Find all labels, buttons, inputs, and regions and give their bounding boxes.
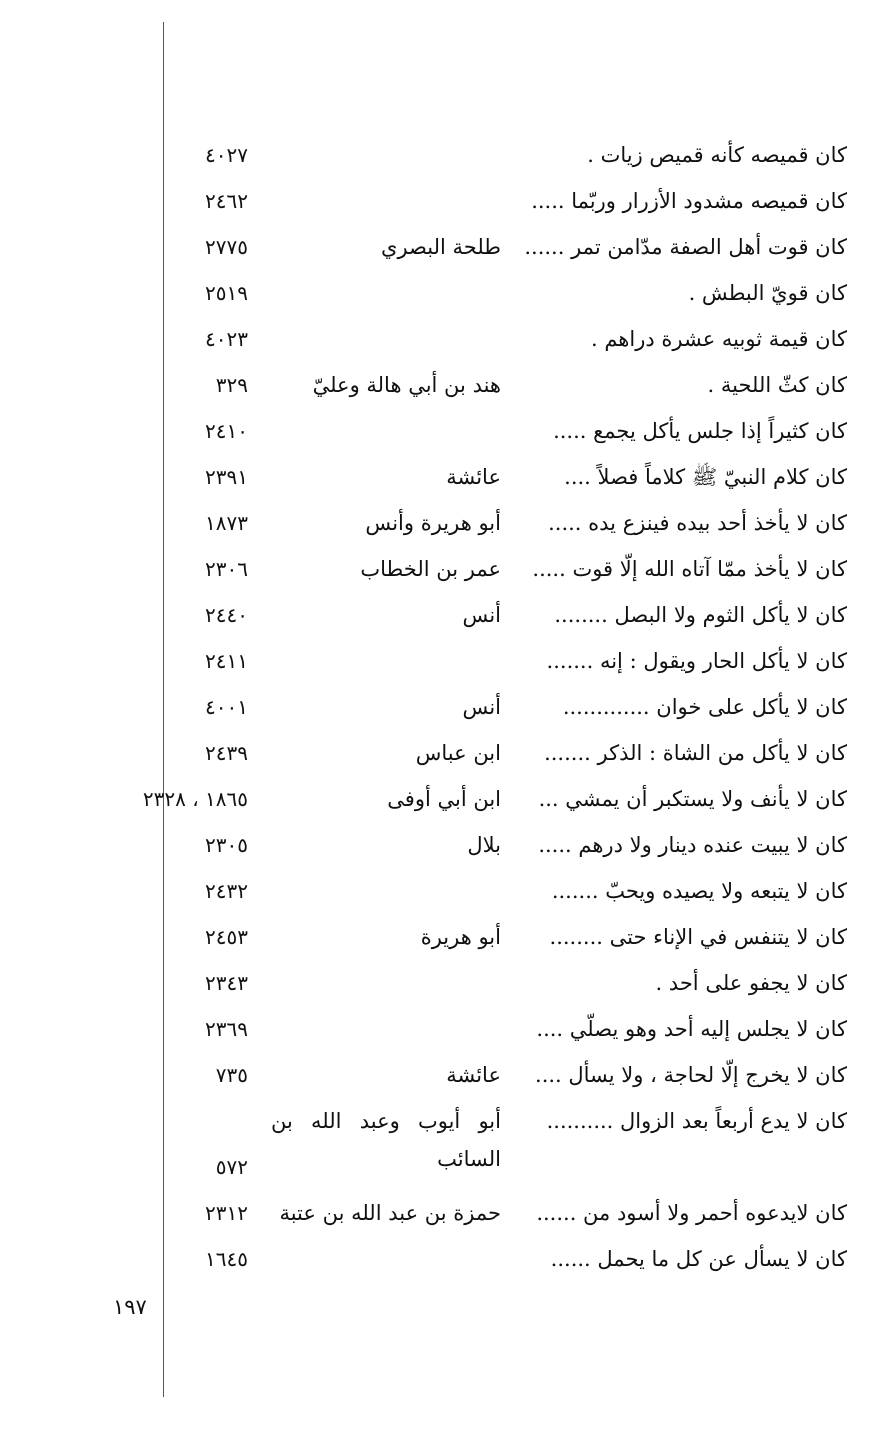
- hadith-text: كان لا يأكل الثوم ولا البصل ........: [554, 603, 847, 627]
- hadith-number: ٢٤٣٩: [205, 741, 248, 765]
- hadith-number: ٢٣١٢: [205, 1201, 248, 1225]
- hadith-text: كان لا يجلس إليه أحد وهو يصلّي ....: [536, 1017, 847, 1041]
- hadith-text: كان لا يجفو على أحد .: [655, 971, 847, 995]
- hadith-text: كان قميصه مشدود الأزرار وربّما .....: [531, 189, 847, 213]
- hadith-text: كان قوت أهل الصفة مدّامن تمر ......: [524, 235, 847, 259]
- hadith-number: ٤٠٢٧: [205, 143, 248, 167]
- list-item: [0, 914, 891, 960]
- list-item: [0, 1098, 891, 1190]
- narrator: أبو أيوب وعبد الله بن السائب: [271, 1109, 501, 1171]
- page-number: ١٩٧: [113, 1295, 147, 1319]
- hadith-number: ٢٤١٠: [205, 419, 248, 443]
- hadith-number: ٢٤٣٢: [205, 879, 248, 903]
- hadith-number: ١٨٦٥ ، ٢٣٢٨: [142, 787, 248, 811]
- list-item: [0, 776, 891, 822]
- hadith-number: ١٨٧٣: [205, 511, 248, 535]
- hadith-text: كان لا يدع أربعاً بعد الزوال ..........: [546, 1109, 847, 1133]
- hadith-number: ٤٠٢٣: [205, 327, 248, 351]
- list-item: [0, 408, 891, 454]
- hadith-text: كان لا يخرج إلّا لحاجة ، ولا يسأل ....: [535, 1063, 847, 1087]
- hadith-text: كان لا يسأل عن كل ما يحمل ......: [550, 1247, 847, 1271]
- list-item: [0, 270, 891, 316]
- hadith-number: ٢٣٠٥: [205, 833, 248, 857]
- hadith-text: كان لا يبيت عنده دينار ولا درهم .....: [538, 833, 847, 857]
- list-item: [0, 500, 891, 546]
- narrator: أبو هريرة: [420, 925, 501, 949]
- list-item: [0, 960, 891, 1006]
- narrator: عائشة: [446, 465, 501, 489]
- list-item: [0, 132, 891, 178]
- hadith-number: ٢٣٦٩: [205, 1017, 248, 1041]
- list-item: [0, 1236, 891, 1282]
- hadith-text: كان كثّ اللحية .: [707, 373, 847, 397]
- narrator: ابن أبي أوفى: [387, 787, 501, 811]
- hadith-number: ٢٣٤٣: [205, 971, 248, 995]
- list-item: [0, 638, 891, 684]
- hadith-index-list: [0, 132, 891, 1282]
- hadith-number: ٤٠٠١: [205, 695, 248, 719]
- list-item: [0, 684, 891, 730]
- hadith-text: كان لا يتبعه ولا يصيده ويحبّ .......: [551, 879, 847, 903]
- hadith-text: كان لا يأكل الحار ويقول : إنه .......: [546, 649, 847, 673]
- list-item: [0, 730, 891, 776]
- list-item: [0, 454, 891, 500]
- hadith-number: ١٦٤٥: [205, 1247, 248, 1271]
- hadith-text: كان لايدعوه أحمر ولا أسود من ......: [536, 1201, 847, 1225]
- hadith-text: كان لا يأكل على خوان .............: [562, 695, 847, 719]
- narrator: أنس: [462, 695, 501, 719]
- hadith-number: ٢٥١٩: [205, 281, 248, 305]
- list-item: [0, 224, 891, 270]
- narrator: هند بن أبي هالة وعليّ: [312, 373, 501, 397]
- list-item: [0, 362, 891, 408]
- list-item: [0, 546, 891, 592]
- narrator: بلال: [467, 833, 501, 857]
- hadith-text: كان كلام النبيّ ﷺ كلاماً فصلاً ....: [564, 465, 847, 489]
- list-item: [0, 316, 891, 362]
- narrator: حمزة بن عبد الله بن عتبة: [279, 1201, 501, 1225]
- hadith-number: ٢٣٩١: [205, 465, 248, 489]
- narrator: طلحة البصري: [381, 235, 501, 259]
- hadith-text: كان قويّ البطش .: [688, 281, 847, 305]
- narrator: أنس: [462, 603, 501, 627]
- hadith-text: كان لا يأخذ ممّا آتاه الله إلّا قوت .....: [532, 557, 847, 581]
- list-item: [0, 178, 891, 224]
- hadith-number: ٢٤٦٢: [205, 189, 248, 213]
- list-item: [0, 822, 891, 868]
- hadith-text: كان لا يتنفس في الإناء حتى ........: [549, 925, 847, 949]
- narrator: أبو هريرة وأنس: [365, 511, 501, 535]
- hadith-text: كان لا يأنف ولا يستكبر أن يمشي ...: [538, 787, 847, 811]
- hadith-text: كان قميصه كأنه قميص زيات .: [587, 143, 847, 167]
- hadith-number: ٢٤١١: [205, 649, 248, 673]
- hadith-number: ٢٤٥٣: [205, 925, 248, 949]
- list-item: [0, 592, 891, 638]
- list-item: [0, 1190, 891, 1236]
- narrator: ابن عباس: [415, 741, 501, 765]
- hadith-number: ٣٢٩: [215, 373, 248, 397]
- hadith-number: ٢٣٠٦: [205, 557, 248, 581]
- list-item: [0, 1052, 891, 1098]
- hadith-text: كان لا يأكل من الشاة : الذكر .......: [544, 741, 847, 765]
- list-item: [0, 868, 891, 914]
- narrator: عمر بن الخطاب: [360, 557, 501, 581]
- hadith-number: ٢٤٤٠: [205, 603, 248, 627]
- hadith-text: كان قيمة ثوبيه عشرة دراهم .: [590, 327, 847, 351]
- list-item: [0, 1006, 891, 1052]
- hadith-number: ٧٣٥: [215, 1063, 248, 1087]
- hadith-text: كان كثيراً إذا جلس يأكل يجمع .....: [553, 419, 847, 443]
- hadith-number: ٥٧٢: [215, 1155, 248, 1179]
- hadith-text: كان لا يأخذ أحد بيده فينزع يده .....: [548, 511, 847, 535]
- hadith-number: ٢٧٧٥: [205, 235, 248, 259]
- narrator: عائشة: [446, 1063, 501, 1087]
